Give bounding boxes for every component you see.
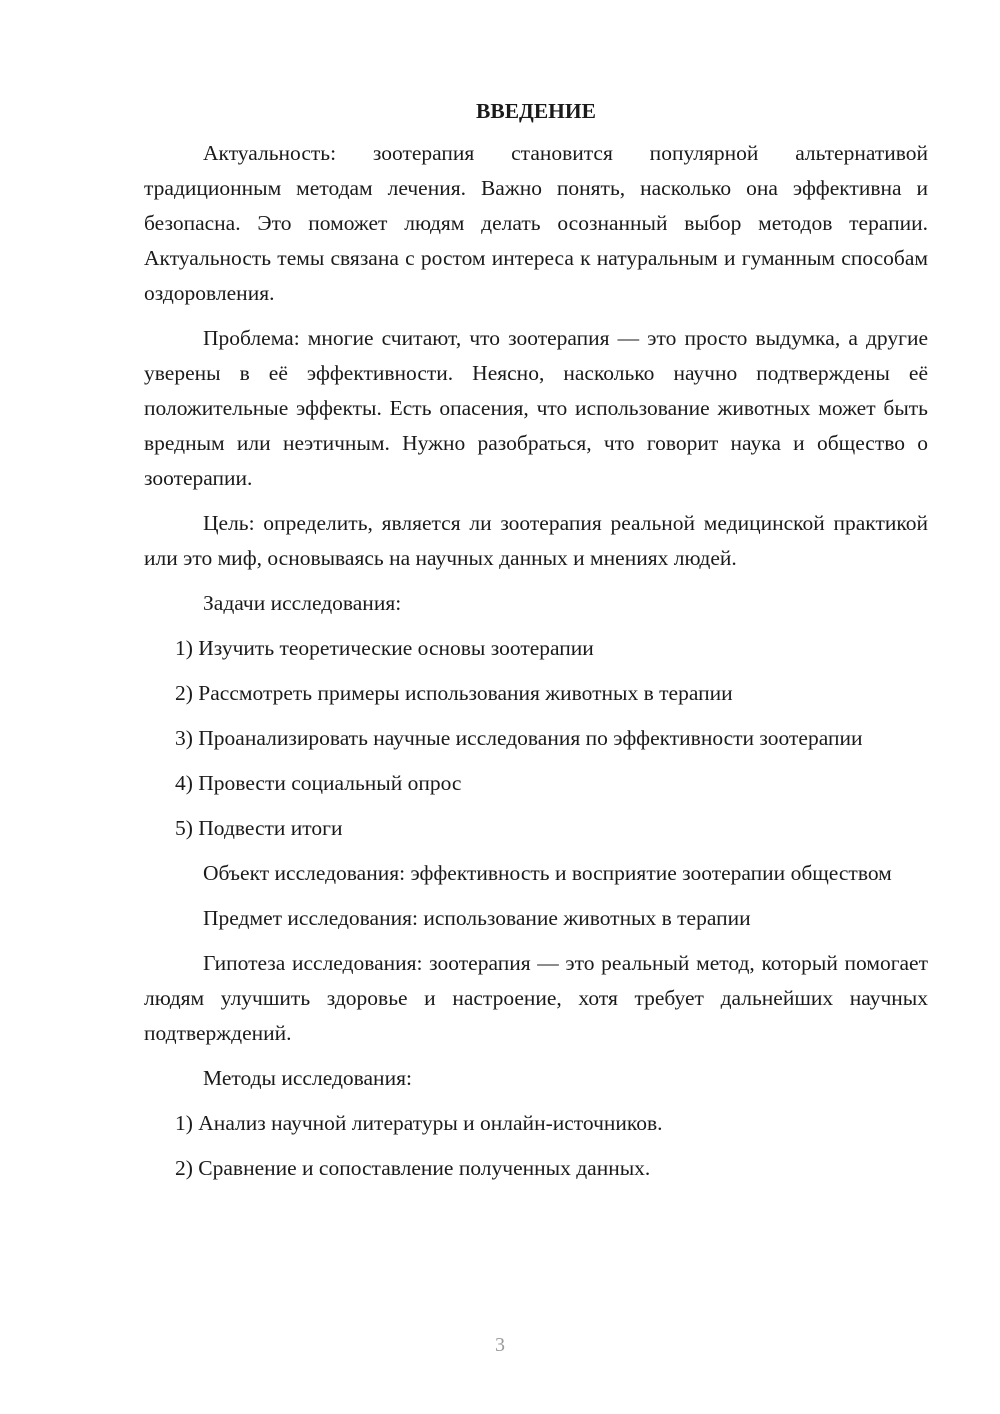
document-page <box>144 96 928 1196</box>
actuality-paragraph: Актуальность: зоотерапия становится популярной альтернативой традиционным методам лечения. Важно понять, насколько она эффективна и безопасна. Это поможет людям делать осознанный выбор методов терапии. Актуальность темы связана с ростом интереса к натуральным и гуманным способам оздоровления. <box>144 141 928 305</box>
object-paragraph: Объект исследования: эффективность и восприятие зоотерапии обществом <box>203 861 892 885</box>
hypothesis-paragraph: Гипотеза исследования: зоотерапия — это реальный метод, который помогает людям улучшить здоровье и настроение, хотя требует дальнейших научных подтверждений. <box>144 951 928 1045</box>
tasks-heading: Задачи исследования: <box>203 591 402 615</box>
subject-paragraph: Предмет исследования: использование животных в терапии <box>203 906 751 930</box>
method-item: 1) Анализ научной литературы и онлайн-источников. <box>175 1111 663 1135</box>
task-item: 4) Провести социальный опрос <box>175 771 462 795</box>
task-item: 1) Изучить теоретические основы зоотерапии <box>175 636 594 660</box>
problem-paragraph: Проблема: многие считают, что зоотерапия — это просто выдумка, а другие уверены в её эффективности. Неясно, насколько научно подтверждены её положительные эффекты. Есть опасения, что использование животных может быть вредным или неэтичным. Нужно разобраться, что говорит наука и общество о зоотерапии. <box>144 326 928 490</box>
method-item: 2) Сравнение и сопоставление полученных данных. <box>175 1156 651 1180</box>
methods-heading: Методы исследования: <box>203 1066 412 1090</box>
page-number: 3 <box>495 1334 505 1356</box>
task-item: 3) Проанализировать научные исследования по эффективности зоотерапии <box>175 726 863 750</box>
section-title: ВВЕДЕНИЕ <box>476 99 596 123</box>
task-item: 5) Подвести итоги <box>175 816 343 840</box>
goal-paragraph: Цель: определить, является ли зоотерапия реальной медицинской практикой или это миф, основываясь на научных данных и мнениях людей. <box>144 511 928 570</box>
task-item: 2) Рассмотреть примеры использования животных в терапии <box>175 681 733 705</box>
